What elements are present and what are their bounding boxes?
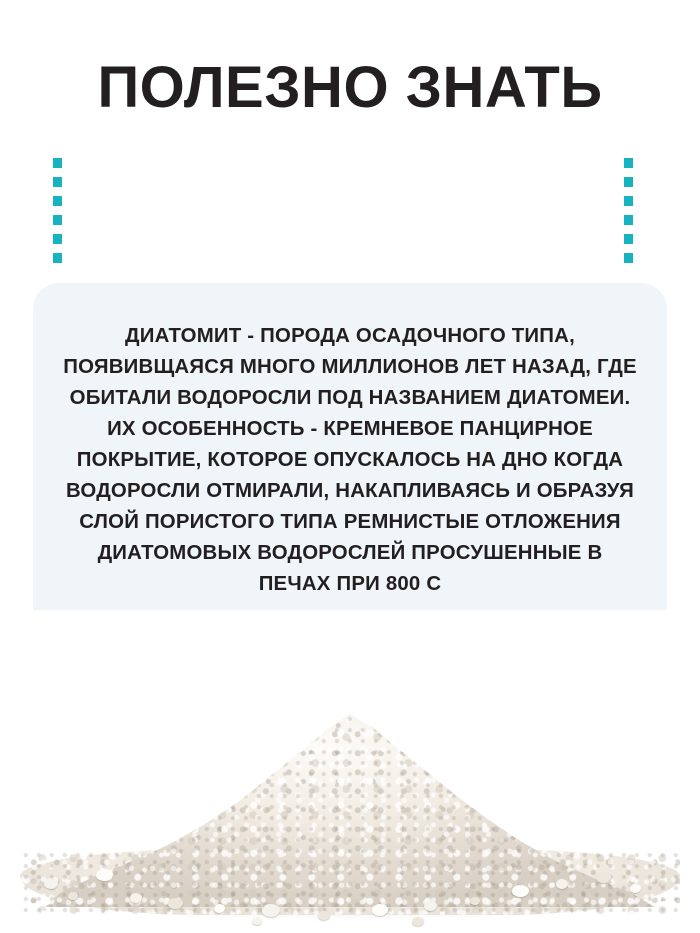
granule-mound [45,702,655,907]
dotted-divider-left [53,158,62,268]
info-card-body-text: ДИАТОМИТ - ПОРОДА ОСАДОЧНОГО ТИПА, ПОЯВИВЩАЯСЯ МНОГО МИЛЛИОНОВ ЛЕТ НАЗАД, ГДЕ ОБИТАЛИ ВОДОРОСЛИ ПОД НАЗВАНИЕМ ДИАТОМЕИ. ИХ ОСОБЕННОСТЬ - КРЕМНЕВОЕ ПАНЦИРНОЕ ПОКРЫТИЕ, КОТОРОЕ ОПУСКАЛОСЬ НА ДНО КОГДА ВОДОРОСЛИ ОТМИРАЛИ, НАКАПЛИВАЯСЬ И ОБРАЗУЯ СЛОЙ ПОРИСТОГО ТИПА РЕМНИСТЫЕ ОТЛОЖЕНИЯ ДИАТОМОВЫХ ВОДОРОСЛЕЙ ПРОСУШЕННЫЕ В ПЕЧАХ ПРИ 800 С [63,325,637,596]
granule-texture-mound [45,702,655,907]
stray-granule [252,917,262,925]
dotted-divider-right [624,158,633,268]
diatomite-photo [0,610,700,933]
stray-granule [412,917,424,926]
granule-pile [0,610,700,933]
page-title: ПОЛЕЗНО ЗНАТЬ [97,55,603,120]
stray-granule [318,911,330,920]
granule-texture-mound-fine [45,702,655,907]
